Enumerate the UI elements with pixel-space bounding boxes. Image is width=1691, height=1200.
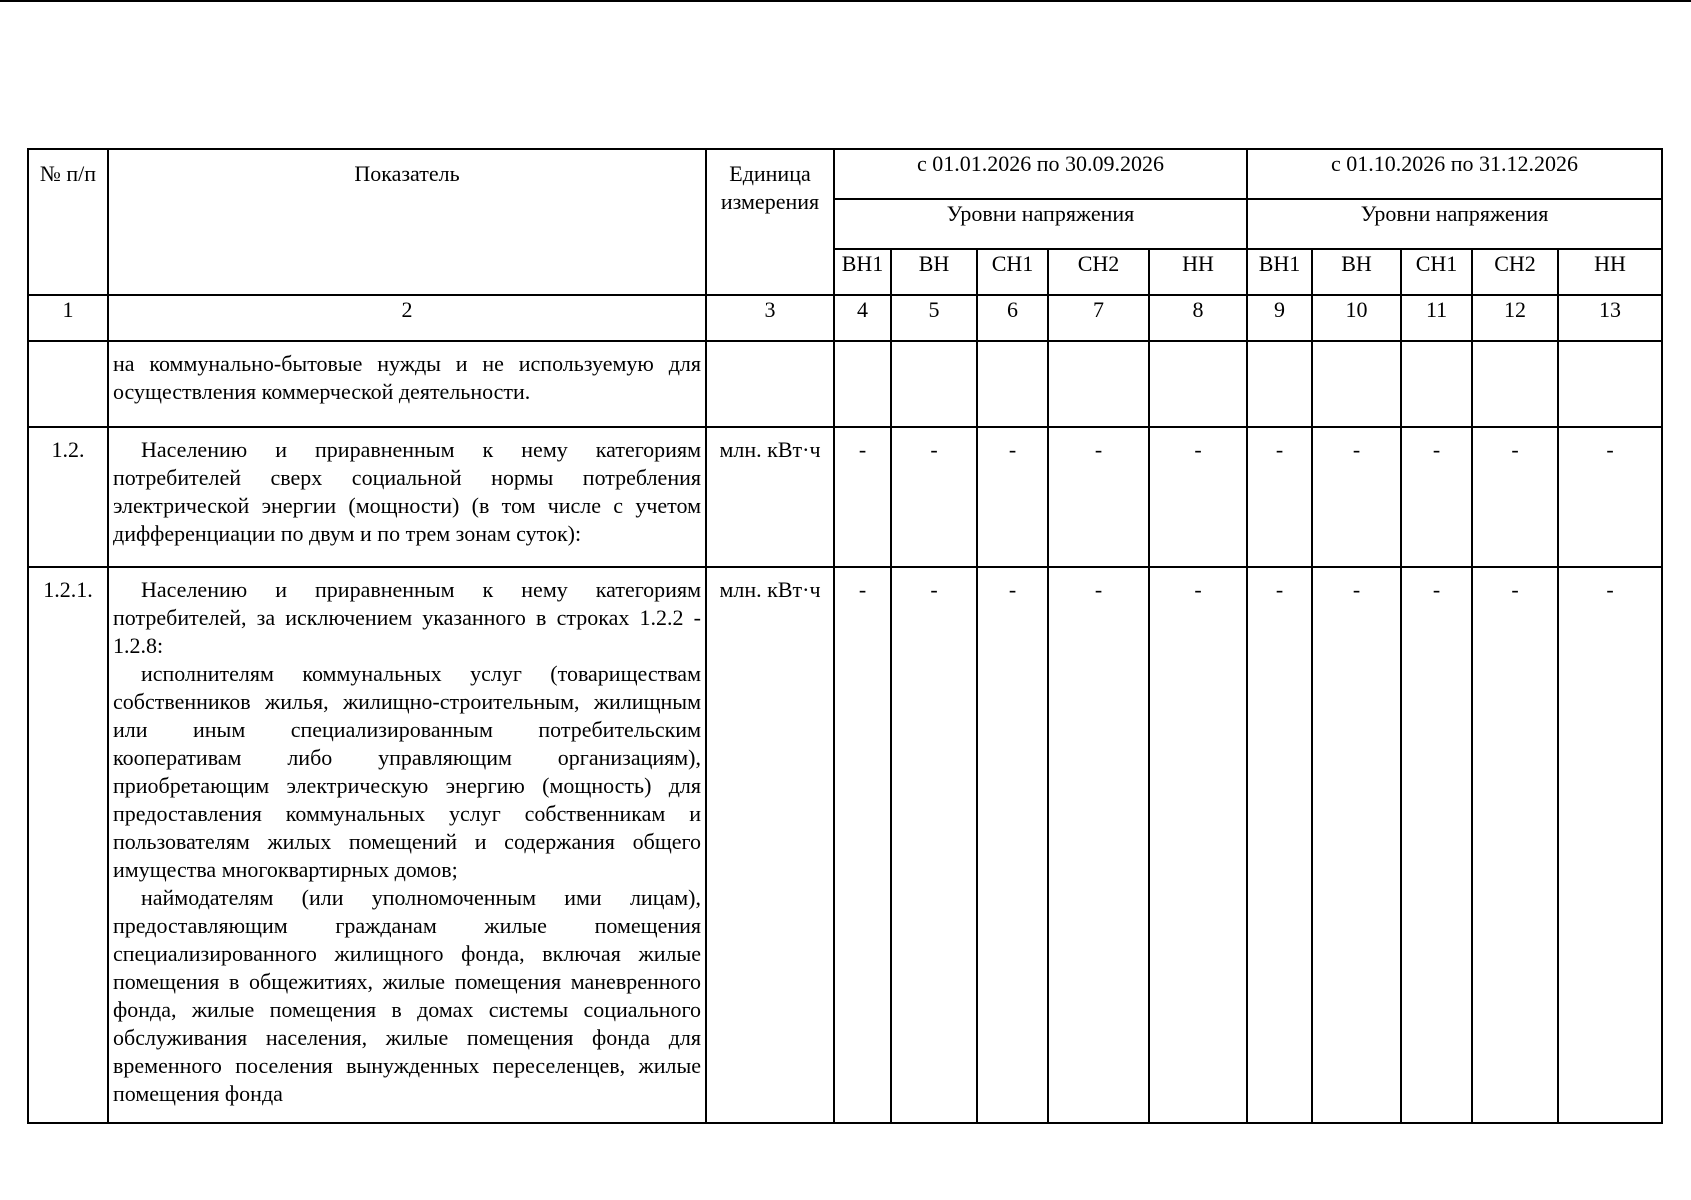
header-levels-label-2: Уровни напряжения — [1247, 199, 1662, 249]
row-value — [1472, 341, 1558, 427]
header-period-1: с 01.01.2026 по 30.09.2026 — [834, 149, 1247, 199]
row-value: - — [1312, 567, 1401, 1123]
column-number: 1 — [28, 295, 108, 341]
column-number: 10 — [1312, 295, 1401, 341]
header-num: № п/п — [28, 149, 108, 295]
column-number: 9 — [1247, 295, 1312, 341]
tariff-table — [27, 148, 1663, 1124]
row-value — [1247, 341, 1312, 427]
row-value: - — [977, 427, 1048, 567]
table-row — [28, 341, 1662, 427]
level-header: НН — [1558, 249, 1662, 295]
table-row — [28, 567, 1662, 1123]
column-number: 8 — [1149, 295, 1247, 341]
row-value: - — [1472, 567, 1558, 1123]
row-value: - — [1472, 427, 1558, 567]
row-value: - — [1312, 427, 1401, 567]
header-period-2: с 01.10.2026 по 31.12.2026 — [1247, 149, 1662, 199]
row-value — [1312, 341, 1401, 427]
row-value: - — [1149, 567, 1247, 1123]
row-number: 1.2.1. — [28, 567, 108, 1123]
row-unit: млн. кВт·ч — [706, 567, 834, 1123]
row-value: - — [1401, 427, 1472, 567]
row-number: 1.2. — [28, 427, 108, 567]
row-value: - — [891, 567, 977, 1123]
column-number: 6 — [977, 295, 1048, 341]
level-header: ВН1 — [1247, 249, 1312, 295]
level-header: СН2 — [1048, 249, 1149, 295]
level-header: ВН1 — [834, 249, 891, 295]
level-header: СН2 — [1472, 249, 1558, 295]
level-header: СН1 — [977, 249, 1048, 295]
row-value — [977, 341, 1048, 427]
header-unit: Единица измерения — [706, 149, 834, 295]
row-value — [1401, 341, 1472, 427]
level-header: ВН — [891, 249, 977, 295]
row-value: - — [834, 427, 891, 567]
level-header: СН1 — [1401, 249, 1472, 295]
row-value: - — [1558, 427, 1662, 567]
row-value: - — [1048, 567, 1149, 1123]
column-number: 7 — [1048, 295, 1149, 341]
column-number: 4 — [834, 295, 891, 341]
row-value: - — [1149, 427, 1247, 567]
row-value: - — [977, 567, 1048, 1123]
indicator-paragraph: наймодателям (или уполномоченным ими лицам), предоставляющим гражданам жилые помещения специализированного жилищного фонда, включая жилые помещения в общежитиях, жилые помещения маневренного фонда, жилые помещения в домах системы социального обслуживания населения, жилые помещения фонда для временного поселения вынужденных переселенцев, жилые помещения фонда — [113, 885, 701, 1106]
row-unit — [706, 341, 834, 427]
row-value: - — [1558, 567, 1662, 1123]
level-header: ВН — [1312, 249, 1401, 295]
row-value — [1149, 341, 1247, 427]
column-number: 3 — [706, 295, 834, 341]
row-value: - — [1048, 427, 1149, 567]
row-value: - — [834, 567, 891, 1123]
column-numbers-row — [28, 295, 1662, 341]
table-row — [28, 427, 1662, 567]
indicator-paragraph: исполнителям коммунальных услуг (товариществам собственников жилья, жилищно-строительным, жилищным или иным специализированным потребительским кооперативам либо управляющим организациям), приобретающим электрическую энергию (мощность) для предоставления коммунальных услуг собственникам и пользователям жилых помещений и содержания общего имущества многоквартирных домов; — [113, 661, 701, 882]
row-value: - — [1247, 567, 1312, 1123]
row-value: - — [1247, 427, 1312, 567]
column-number: 5 — [891, 295, 977, 341]
header-indicator: Показатель — [108, 149, 706, 295]
header-row-periods — [28, 149, 1662, 199]
row-indicator-text — [108, 341, 706, 427]
row-value — [1558, 341, 1662, 427]
indicator-paragraph: на коммунально-бытовые нужды и не используемую для осуществления коммерческой деятельности. — [113, 351, 701, 404]
page-top-border — [0, 0, 1691, 2]
row-indicator-text — [108, 427, 706, 567]
column-number: 13 — [1558, 295, 1662, 341]
row-unit: млн. кВт·ч — [706, 427, 834, 567]
row-value: - — [891, 427, 977, 567]
indicator-paragraph: Населению и приравненным к нему категориям потребителей сверх социальной нормы потребления электрической энергии (мощности) (в том числе с учетом дифференциации по двум и по трем зонам суток): — [113, 437, 701, 546]
level-header: НН — [1149, 249, 1247, 295]
row-number — [28, 341, 108, 427]
column-number: 11 — [1401, 295, 1472, 341]
row-value — [834, 341, 891, 427]
row-value: - — [1401, 567, 1472, 1123]
column-number: 2 — [108, 295, 706, 341]
row-indicator-text — [108, 567, 706, 1123]
row-value — [891, 341, 977, 427]
column-number: 12 — [1472, 295, 1558, 341]
indicator-paragraph: Населению и приравненным к нему категориям потребителей, за исключением указанного в строках 1.2.2 - 1.2.8: — [113, 577, 701, 658]
header-levels-label-1: Уровни напряжения — [834, 199, 1247, 249]
row-value — [1048, 341, 1149, 427]
